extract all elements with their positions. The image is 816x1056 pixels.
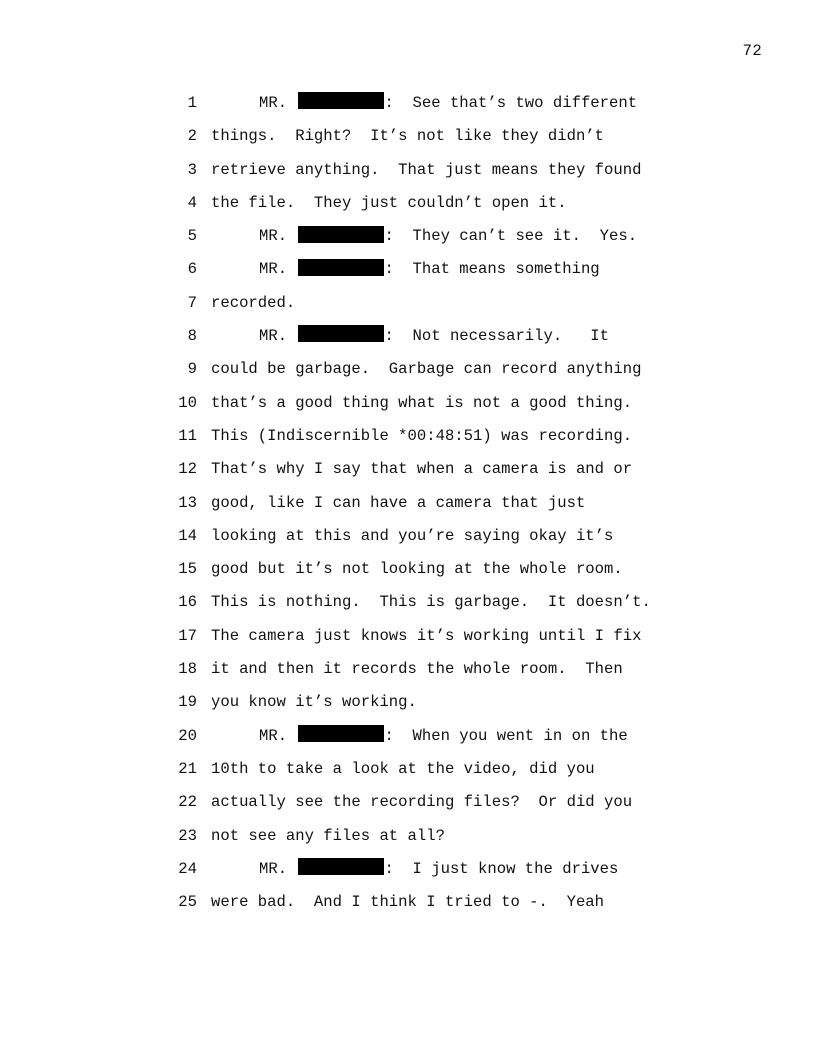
transcript-line — [170, 287, 690, 320]
redaction-bar — [298, 325, 384, 342]
speaker-line-text — [259, 87, 637, 120]
line-number: 9 — [187, 360, 197, 379]
line-number: 5 — [187, 227, 197, 246]
transcript-line — [170, 387, 690, 420]
line-text: That’s why I say that when a camera is and or — [211, 460, 633, 479]
redaction-bar — [298, 725, 384, 742]
line-text: retrieve anything. That just means they found — [211, 160, 642, 179]
speech-text: : That means something — [384, 260, 600, 279]
transcript-line — [170, 253, 690, 286]
line-text: good, like I can have a camera that just — [211, 493, 586, 512]
line-number: 19 — [178, 693, 197, 712]
line-text: recorded. — [211, 293, 296, 312]
transcript-line — [170, 620, 690, 653]
redaction-bar — [298, 92, 384, 109]
transcript-line — [170, 453, 690, 486]
speech-text: : See that’s two different — [384, 94, 638, 112]
transcript-line — [170, 653, 690, 686]
transcript-line — [170, 820, 690, 853]
speaker-line-text — [259, 320, 609, 353]
transcript-line — [170, 487, 690, 520]
transcript-line — [170, 154, 690, 187]
speech-text: : I just know the drives — [384, 859, 619, 878]
transcript-line — [170, 120, 690, 153]
speaker-prefix: MR. — [259, 94, 288, 112]
line-number: 7 — [187, 293, 197, 312]
line-number: 23 — [178, 826, 197, 845]
line-number: 11 — [178, 426, 197, 445]
speaker-prefix: MR. — [259, 859, 288, 878]
redaction-bar — [298, 259, 384, 276]
line-text: 10th to take a look at the video, did you — [211, 759, 595, 778]
redaction-bar — [298, 858, 384, 875]
transcript-line — [170, 720, 690, 753]
speaker-line-text — [259, 220, 637, 253]
line-number: 16 — [178, 593, 197, 612]
speaker-line-text — [259, 253, 600, 286]
transcript-line — [170, 853, 690, 886]
transcript-line — [170, 586, 690, 619]
line-text: This (Indiscernible *00:48:51) was recording. — [211, 426, 633, 445]
line-number: 21 — [178, 759, 197, 778]
line-text: the file. They just couldn’t open it. — [211, 193, 567, 212]
line-text: good but it’s not looking at the whole room. — [211, 560, 623, 579]
line-number: 1 — [187, 94, 197, 112]
line-number: 12 — [178, 460, 197, 479]
line-text: The camera just knows it’s working until I fix — [211, 626, 642, 645]
line-text: This is nothing. This is garbage. It doesn’t. — [211, 593, 651, 612]
page-number: 72 — [742, 42, 762, 60]
transcript-line — [170, 886, 690, 919]
transcript-line — [170, 553, 690, 586]
line-text: could be garbage. Garbage can record anything — [211, 360, 642, 379]
line-number: 8 — [187, 327, 197, 346]
transcript-body — [170, 87, 690, 919]
transcript-line — [170, 320, 690, 353]
speaker-prefix: MR. — [259, 260, 288, 279]
redaction-bar — [298, 226, 384, 243]
line-number: 14 — [178, 526, 197, 545]
line-text: it and then it records the whole room. Then — [211, 660, 623, 679]
line-number: 3 — [187, 160, 197, 179]
line-number: 10 — [178, 393, 197, 412]
line-number: 2 — [187, 127, 197, 146]
line-number: 25 — [178, 893, 197, 912]
line-text: looking at this and you’re saying okay it’s — [211, 526, 614, 545]
transcript-line — [170, 520, 690, 553]
line-number: 6 — [187, 260, 197, 279]
line-number: 18 — [178, 660, 197, 679]
line-number: 17 — [178, 626, 197, 645]
line-text: not see any files at all? — [211, 826, 445, 845]
line-text: were bad. And I think I tried to -. Yeah — [211, 893, 605, 912]
transcript-line — [170, 686, 690, 719]
transcript-line — [170, 753, 690, 786]
speaker-line-text — [259, 853, 618, 886]
line-number: 15 — [178, 560, 197, 579]
transcript-line — [170, 220, 690, 253]
line-number: 22 — [178, 793, 197, 812]
line-text: you know it’s working. — [211, 693, 417, 712]
line-number: 20 — [178, 726, 197, 745]
speaker-prefix: MR. — [259, 227, 288, 246]
transcript-line — [170, 786, 690, 819]
transcript-line — [170, 87, 690, 120]
line-number: 4 — [187, 193, 197, 212]
speech-text: : They can’t see it. Yes. — [384, 227, 638, 246]
transcript-line — [170, 187, 690, 220]
speech-text: : Not necessarily. It — [384, 327, 610, 346]
line-number: 13 — [178, 493, 197, 512]
line-text: that’s a good thing what is not a good thing. — [211, 393, 633, 412]
speech-text: : When you went in on the — [384, 726, 628, 745]
line-text: actually see the recording files? Or did you — [211, 793, 633, 812]
line-number: 24 — [178, 859, 197, 878]
line-text: things. Right? It’s not like they didn’t — [211, 127, 605, 146]
transcript-line — [170, 420, 690, 453]
speaker-prefix: MR. — [259, 726, 288, 745]
speaker-line-text — [259, 720, 628, 753]
transcript-line — [170, 353, 690, 386]
speaker-prefix: MR. — [259, 327, 288, 346]
